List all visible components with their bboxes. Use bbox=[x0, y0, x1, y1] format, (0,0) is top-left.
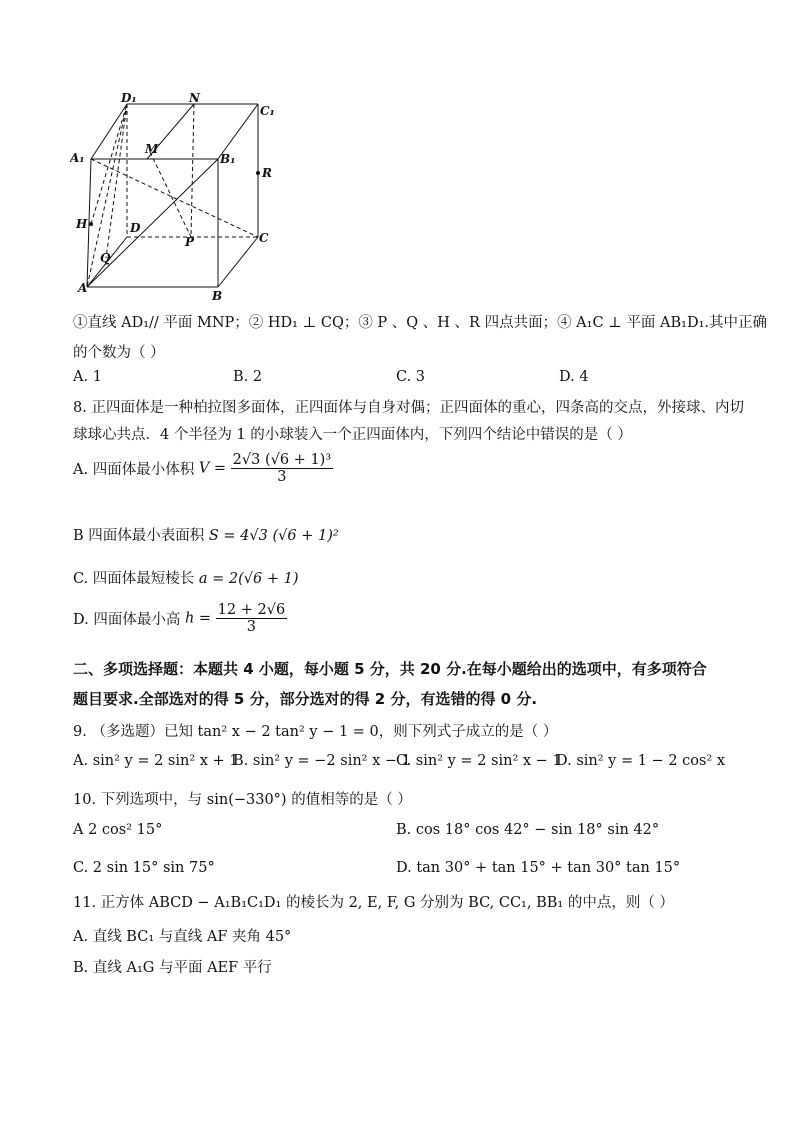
q8-option-d-lhs: h = bbox=[184, 610, 212, 627]
q10-option-a: A 2 cos² 15° bbox=[73, 822, 163, 838]
q7-option-c: C. 3 bbox=[396, 369, 426, 385]
q9-option-c: C. sin² y = 2 sin² x − 1 bbox=[396, 753, 562, 769]
q11-stem: 11. 正方体 ABCD − A₁B₁C₁D₁ 的棱长为 2, E, F, G 分别为 BC, CC₁, BB₁ 的中点，则（ ） bbox=[73, 895, 674, 911]
q8-option-b-expr: S = 4√3 (√6 + 1)² bbox=[208, 528, 339, 544]
q8-option-b-label: B 四面体最小表面积 bbox=[73, 528, 205, 544]
label-p: P bbox=[185, 235, 195, 249]
q8-option-d-denominator: 3 bbox=[246, 619, 257, 635]
q9-option-b: B. sin² y = −2 sin² x − 1 bbox=[233, 753, 411, 769]
label-a1: A₁ bbox=[70, 151, 85, 165]
q8-option-d-numerator: 12 + 2√6 bbox=[217, 602, 286, 618]
q10-option-b: B. cos 18° cos 42° − sin 18° sin 42° bbox=[396, 822, 660, 838]
q9-stem: 9. （多选题）已知 tan² x − 2 tan² y − 1 = 0，则下列式子成立的是（ ） bbox=[73, 724, 558, 740]
q8-option-a bbox=[73, 452, 333, 485]
q11-option-b: B. 直线 A₁G 与平面 AEF 平行 bbox=[73, 960, 272, 976]
q9-option-a: A. sin² y = 2 sin² x + 1 bbox=[73, 753, 239, 769]
cube-figure bbox=[70, 90, 290, 305]
q10-option-c: C. 2 sin 15° sin 75° bbox=[73, 860, 215, 876]
label-a: A bbox=[78, 281, 88, 295]
label-c: C bbox=[259, 231, 269, 245]
q8-option-b bbox=[73, 524, 339, 545]
q7-line1: ①直线 AD₁// 平面 MNP；② HD₁ ⊥ CQ；③ P 、Q 、H 、R 四点共面；④ A₁C ⊥ 平面 AB₁D₁.其中正确 bbox=[73, 315, 768, 331]
q7-option-b: B. 2 bbox=[233, 369, 263, 385]
label-c1: C₁ bbox=[260, 104, 275, 118]
point-r bbox=[256, 171, 260, 175]
label-d1: D₁ bbox=[121, 91, 137, 105]
q7-line2: 的个数为（ ） bbox=[73, 345, 165, 361]
label-h: H bbox=[76, 217, 88, 231]
label-d: D bbox=[130, 221, 141, 235]
q10-option-d: D. tan 30° + tan 15° + tan 30° tan 15° bbox=[396, 860, 681, 876]
q9-option-d: D. sin² y = 1 − 2 cos² x bbox=[556, 753, 726, 769]
q8-option-a-lhs: V = bbox=[198, 460, 227, 477]
label-b: B bbox=[212, 289, 223, 303]
label-m: M bbox=[145, 142, 159, 156]
q8-option-c-label: C. 四面体最短棱长 bbox=[73, 571, 195, 587]
q8-option-a-denominator: 3 bbox=[277, 469, 287, 485]
q8-option-d-fraction bbox=[216, 602, 288, 635]
q8-option-c-expr: a = 2(√6 + 1) bbox=[198, 571, 299, 587]
q8-option-c bbox=[73, 567, 299, 588]
point-h bbox=[89, 222, 93, 226]
q8-option-a-numerator: 2√3 (√6 + 1)³ bbox=[232, 452, 332, 468]
label-b1: B₁ bbox=[220, 152, 236, 166]
section2-line2: 题目要求.全部选对的得 5 分，部分选对的得 2 分，有选错的得 0 分. bbox=[73, 690, 538, 708]
q11-option-a: A. 直线 BC₁ 与直线 AF 夹角 45° bbox=[73, 929, 292, 945]
label-r: R bbox=[262, 166, 272, 180]
q8-line2: 球球心共点．4 个半径为 1 的小球装入一个正四面体内，下列四个结论中错误的是（ ） bbox=[73, 427, 632, 443]
q8-option-d-label: D. 四面体最小高 bbox=[73, 612, 181, 628]
section2-line1: 二、多项选择题：本题共 4 小题，每小题 5 分，共 20 分.在每小题给出的选项中，有多项符合 bbox=[73, 660, 707, 678]
q8-option-d bbox=[73, 602, 287, 635]
q10-stem: 10. 下列选项中，与 sin(−330°) 的值相等的是（ ） bbox=[73, 792, 412, 808]
label-q: Q bbox=[100, 251, 111, 265]
q8-line1: 8. 正四面体是一种柏拉图多面体，正四面体与自身对偶；正四面体的重心，四条高的交点，外接球、内切 bbox=[73, 400, 744, 416]
q8-option-a-fraction bbox=[231, 452, 333, 485]
q8-option-a-label: A. 四面体最小体积 bbox=[73, 462, 195, 478]
label-n: N bbox=[189, 91, 200, 105]
q7-option-a: A. 1 bbox=[73, 369, 102, 385]
q7-option-d: D. 4 bbox=[559, 369, 589, 385]
